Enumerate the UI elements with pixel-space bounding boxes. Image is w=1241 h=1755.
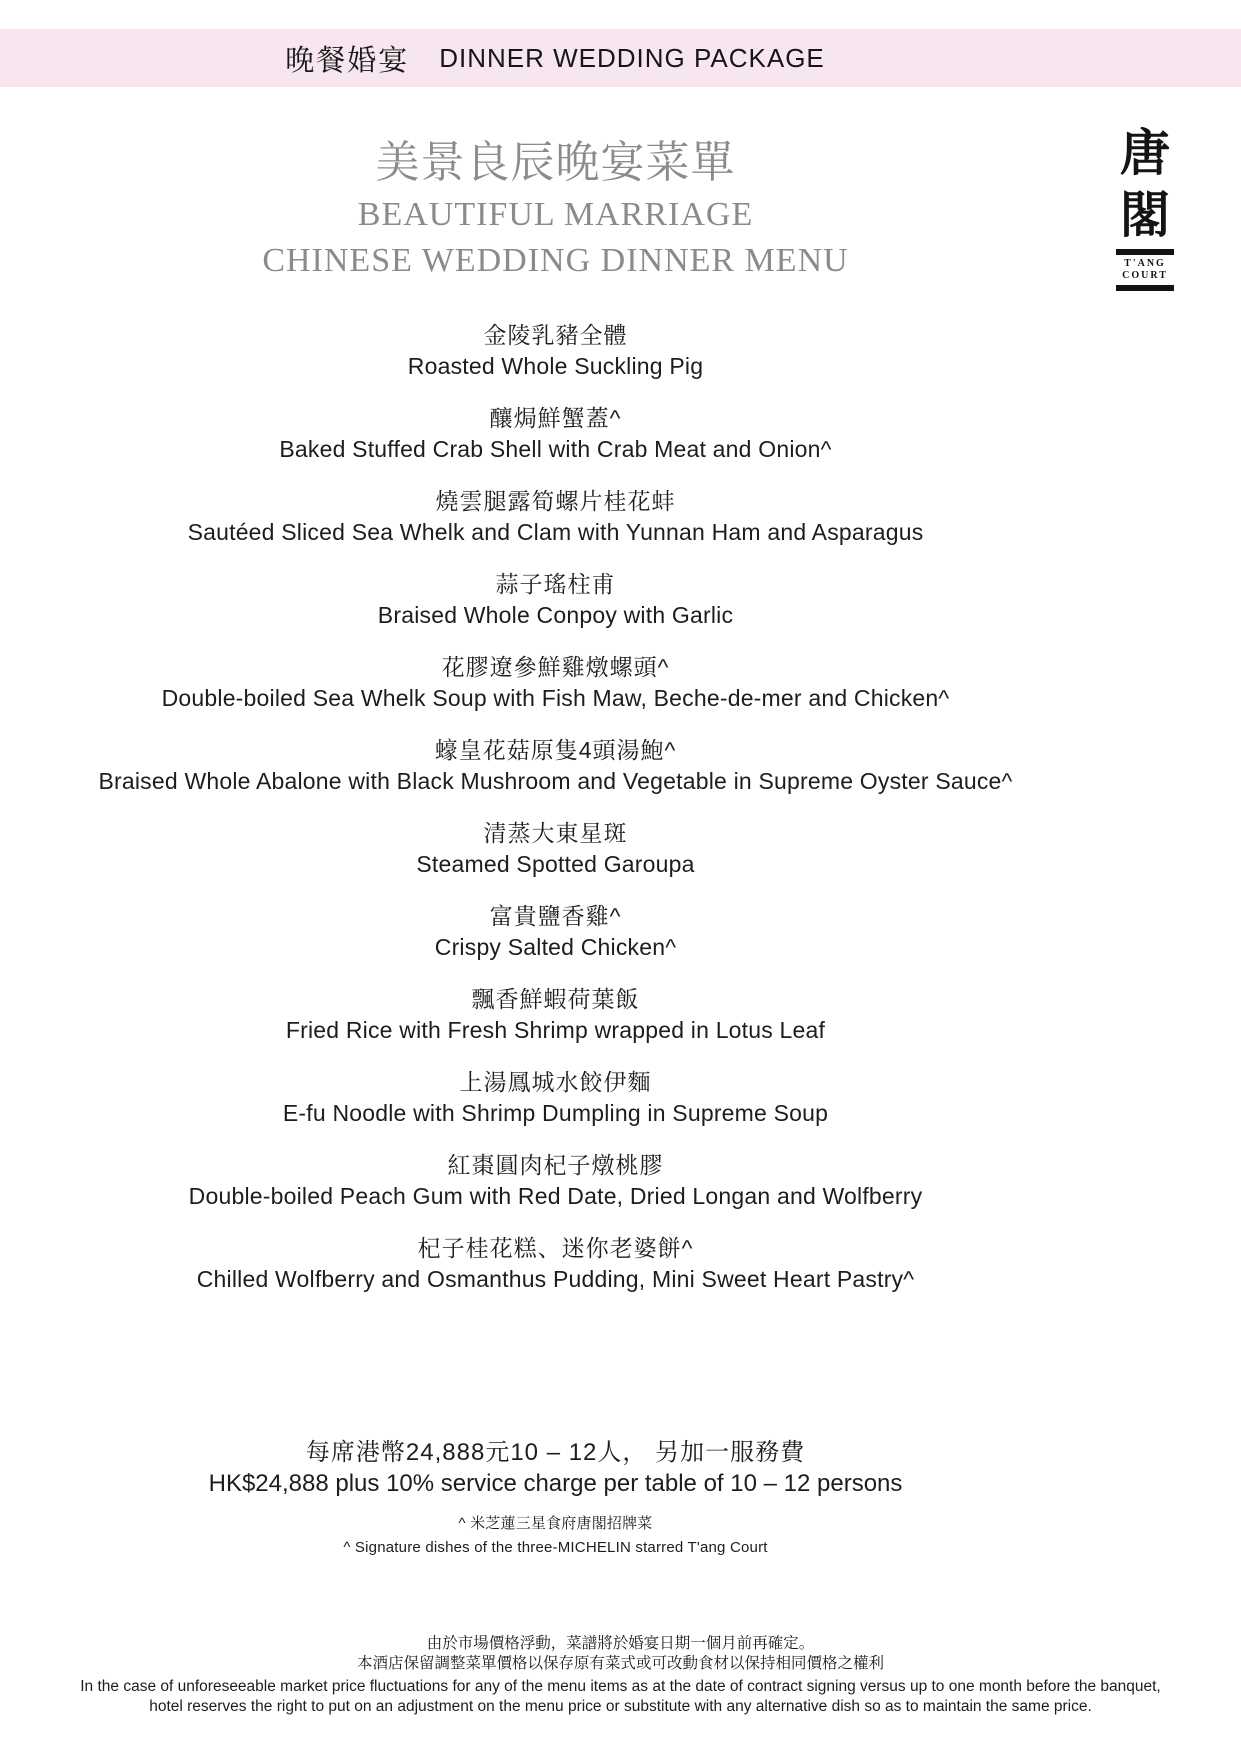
tang-court-logo — [1116, 122, 1174, 294]
dish-name-english: Braised Whole Abalone with Black Mushroom and Vegetable in Supreme Oyster Sauce^ — [98, 768, 1013, 794]
dish-name-english: Double-boiled Sea Whelk Soup with Fish Maw, Beche-de-mer and Chicken^ — [161, 685, 950, 711]
dish-name-english: Steamed Spotted Garoupa — [416, 851, 695, 877]
package-title-english: DINNER WEDDING PACKAGE — [439, 42, 825, 73]
dish-name-english: Double-boiled Peach Gum with Red Date, Dried Longan and Wolfberry — [188, 1183, 923, 1209]
dish-name-chinese: 蒜子瑤柱甫 — [495, 571, 616, 597]
dish-name-chinese: 花膠遼參鮮雞燉螺頭^ — [441, 654, 670, 680]
package-header-bar — [0, 29, 1241, 87]
menu-item-6 — [0, 735, 1111, 797]
logo-divider-top — [1116, 249, 1174, 255]
dish-name-english: Sautéed Sliced Sea Whelk and Clam with Yunnan Ham and Asparagus — [187, 519, 924, 545]
menu-item-9 — [0, 984, 1111, 1046]
menu-title-english-line1: BEAUTIFUL MARRIAGE — [357, 196, 754, 233]
logo-calligraphy-char-1: 唐 — [1120, 125, 1170, 181]
price-block — [0, 1437, 1111, 1499]
disclaimer-english-line1: In the case of unforeseeable market price fluctuations for any of the menu items as at the date of contract signing versus up to one month before the banquet, — [80, 1678, 1161, 1695]
menu-item-4 — [0, 569, 1111, 631]
disclaimer-chinese-line1: 由於市場價格浮動，菜譜將於婚宴日期一個月前再確定。 — [426, 1635, 815, 1652]
price-chinese: 每席港幣24,888元10 – 12人， 另加一服務費 — [305, 1439, 806, 1466]
dish-name-english: Braised Whole Conpoy with Garlic — [377, 602, 734, 628]
dish-name-chinese: 金陵乳豬全體 — [483, 322, 628, 348]
dish-name-english: Baked Stuffed Crab Shell with Crab Meat and Onion^ — [279, 436, 832, 462]
menu-item-7 — [0, 818, 1111, 880]
signature-note-english: ^ Signature dishes of the three-MICHELIN starred T'ang Court — [343, 1539, 768, 1556]
package-title-chinese: 晚餐婚宴 — [285, 44, 410, 77]
logo-calligraphy-char-2: 閣 — [1120, 187, 1170, 243]
logo-wordmark-line2: COURT — [1122, 270, 1168, 281]
dish-name-chinese: 釀焗鮮蟹蓋^ — [489, 405, 622, 431]
dish-name-english: Fried Rice with Fresh Shrimp wrapped in Lotus Leaf — [285, 1017, 826, 1043]
menu-item-12 — [0, 1233, 1111, 1295]
menu-item-10 — [0, 1067, 1111, 1129]
dish-name-english: Chilled Wolfberry and Osmanthus Pudding, Mini Sweet Heart Pastry^ — [196, 1266, 915, 1292]
dish-name-chinese: 紅棗圓肉杞子燉桃膠 — [447, 1152, 664, 1178]
dish-name-chinese: 飄香鮮蝦荷葉飯 — [471, 986, 640, 1012]
dish-name-english: Roasted Whole Suckling Pig — [407, 353, 704, 379]
signature-note-chinese: ^ 米芝蓮三星食府唐閣招牌菜 — [458, 1515, 653, 1532]
dish-name-chinese: 杞子桂花糕、迷你老婆餅^ — [417, 1235, 694, 1261]
logo-divider-bottom — [1116, 285, 1174, 291]
dish-name-english: Crispy Salted Chicken^ — [434, 934, 677, 960]
disclaimer-english-line2: hotel reserves the right to put on an adjustment on the menu price or substitute with any alternative dish so as to maintain the same price. — [149, 1697, 1092, 1715]
dish-name-chinese: 蠔皇花菇原隻4頭湯鮑^ — [434, 737, 677, 763]
dish-name-chinese: 清蒸大東星斑 — [483, 820, 628, 846]
menu-item-3 — [0, 486, 1111, 548]
dish-name-chinese: 燒雲腿露筍螺片桂花蚌 — [435, 488, 676, 514]
menu-item-8 — [0, 901, 1111, 963]
signature-dish-note — [0, 1512, 1111, 1560]
menu-items-list — [0, 320, 1111, 1316]
price-english: HK$24,888 plus 10% service charge per table of 10 – 12 persons — [208, 1470, 903, 1497]
dish-name-chinese: 富貴鹽香雞^ — [489, 903, 622, 929]
menu-item-5 — [0, 652, 1111, 714]
logo-wordmark-line1: T'ANG — [1124, 258, 1166, 269]
footer-disclaimer — [0, 1634, 1241, 1716]
dish-name-english: E-fu Noodle with Shrimp Dumpling in Supreme Soup — [282, 1100, 829, 1126]
menu-item-1 — [0, 320, 1111, 382]
dish-name-chinese: 上湯鳳城水餃伊麵 — [459, 1069, 652, 1095]
disclaimer-chinese-line2: 本酒店保留調整菜單價格以保存原有菜式或可改動食材以保持相同價格之權利 — [356, 1654, 884, 1672]
menu-item-2 — [0, 403, 1111, 465]
menu-item-11 — [0, 1150, 1111, 1212]
menu-title-chinese: 美景良辰晚宴菜單 — [375, 138, 736, 187]
menu-title-english-line2: CHINESE WEDDING DINNER MENU — [262, 242, 849, 279]
